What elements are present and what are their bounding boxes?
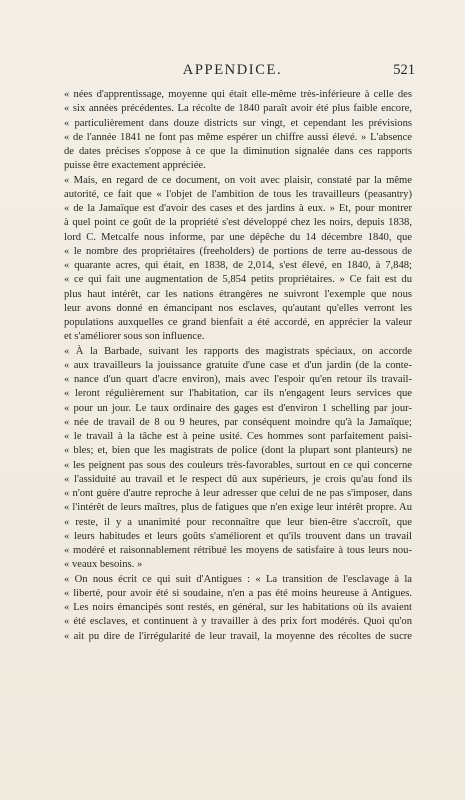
text-line: « liberté, pour avoir été si soudaine, n'en a pas été moins heureuse à Antigues.	[64, 587, 412, 599]
text-line: « de la Jamaïque est d'avoir des cases et des jardins à eux. » Et, pour montrer	[64, 203, 412, 214]
text-line: « nées d'apprentissage, moyenne qui était elle-même très-inférieure à celle des	[64, 89, 412, 100]
text-line: « ce qui fait une augmentation de 5,854 petits propriétaires. » Ce fait est du	[64, 274, 412, 286]
text-line: « particulièrement dans douze districts sur vingt, et cependant les prévisions	[64, 117, 412, 129]
text-line: « reste, il y a unanimité pour reconnaître que leur bien-être s'accroît, que	[64, 516, 412, 528]
text-line: « À la Barbade, suivant les rapports des magistrats spéciaux, on accorde	[64, 345, 412, 357]
text-line: « l'assiduité au travail et le respect dû aux supérieurs, je crois qu'au fond ils	[64, 473, 412, 485]
text-line: « leurs habitudes et leurs goûts s'améliorent et qu'ils trouvent dans un travail	[64, 530, 412, 542]
paragraph	[64, 573, 412, 644]
paragraph	[64, 174, 412, 345]
text-line: « l'intérêt de leurs maîtres, plus de fatigues que n'en exige leur intérêt propre. Au	[64, 502, 412, 514]
text-line: « le nombre des propriétaires (freeholders) de portions de terre au-dessous de	[64, 245, 412, 257]
text-line: « Les noirs émancipés sont restés, en général, sur les habitations où ils avaient	[64, 602, 412, 613]
text-line: « leront régulièrement sur l'habitation, car ils n'engagent leurs services que	[64, 388, 412, 400]
text-line: plus haut intérêt, car les nations étrangères ne suivront l'exemple que nous	[64, 288, 412, 300]
running-title: APPENDICE.	[182, 62, 283, 78]
page-number: 521	[393, 62, 415, 78]
text-line: puisse être exactement appréciée.	[64, 160, 206, 172]
page-header	[0, 62, 465, 82]
paragraph	[64, 88, 412, 174]
text-line: à quel point ce goût de la propriété s'est développé chez les noirs, depuis 1838,	[64, 217, 412, 229]
text-line: « six années précédentes. La récolte de 1840 paraît avoir été plus faible encore,	[64, 103, 412, 115]
text-line: « bles; et, bien que les magistrats de police (dont la plupart sont planteurs) ne	[64, 445, 412, 457]
text-line: « ait pu dire de l'irrégularité de leur travail, la moyenne des récoltes de sucre	[64, 630, 412, 642]
text-line: « née de travail de 8 ou 9 heures, par conséquent moindre qu'à la Jamaïque;	[64, 416, 412, 428]
paragraph	[64, 345, 412, 573]
text-line: « le travail à la tâche est à peine usité. Ces hommes sont parfaitement paisi-	[64, 431, 412, 442]
text-line: « modéré et raisonnablement rétribué les moyens de satisfaire à tous leurs nou-	[64, 545, 412, 556]
text-line: « veaux besoins. »	[64, 559, 143, 571]
text-line: lord C. Metcalfe nous informe, par une dépêche du 14 décembre 1840, que	[64, 231, 412, 243]
text-line: populations auxquelles ce grand bienfait a été accordé, en apprécier la valeur	[64, 317, 412, 328]
text-line: « quarante acres, qui était, en 1838, de 2,014, s'est élevé, en 1840, à 7,848;	[64, 260, 412, 271]
text-line: autorité, ce fait que « l'objet de l'ambition de tous les travailleurs (peasantry)	[64, 188, 412, 200]
text-line: et s'améliorer sous son influence.	[64, 331, 205, 343]
body-text	[64, 88, 412, 644]
text-line: « pour un jour. Le taux ordinaire des gages est d'environ 1 schelling par jour-	[64, 402, 412, 414]
text-line: « On nous écrit ce qui suit d'Antigues : « La transition de l'esclavage à la	[64, 573, 412, 585]
text-line: « de l'année 1841 ne font pas même espérer un chiffre aussi élevé. » L'absence	[64, 131, 412, 143]
text-line: « n'ont guère d'autre reproche à leur adresser que celui de ne pas s'imposer, dans	[64, 488, 412, 499]
text-line: « les peignent pas sous des couleurs très-favorables, surtout en ce qui concerne	[64, 459, 412, 471]
text-line: « nance d'un quart d'acre environ), mais avec l'espoir qu'en retour ils travail-	[64, 374, 412, 385]
text-line: « aux travailleurs la jouissance gratuite d'une case et d'un jardin (de la conte-	[64, 359, 412, 371]
text-line: leur avons donné en émancipant nos esclaves, qu'autant qu'elles verront les	[64, 302, 412, 314]
text-line: « Mais, en regard de ce document, on voit avec plaisir, constaté par la même	[64, 174, 412, 186]
text-line: « été esclaves, et continuent à y travailler à des prix fort modérés. Quoi qu'on	[64, 616, 412, 628]
text-line: de dates précises s'oppose à ce que la diminution signalée dans ces rapports	[64, 146, 412, 157]
